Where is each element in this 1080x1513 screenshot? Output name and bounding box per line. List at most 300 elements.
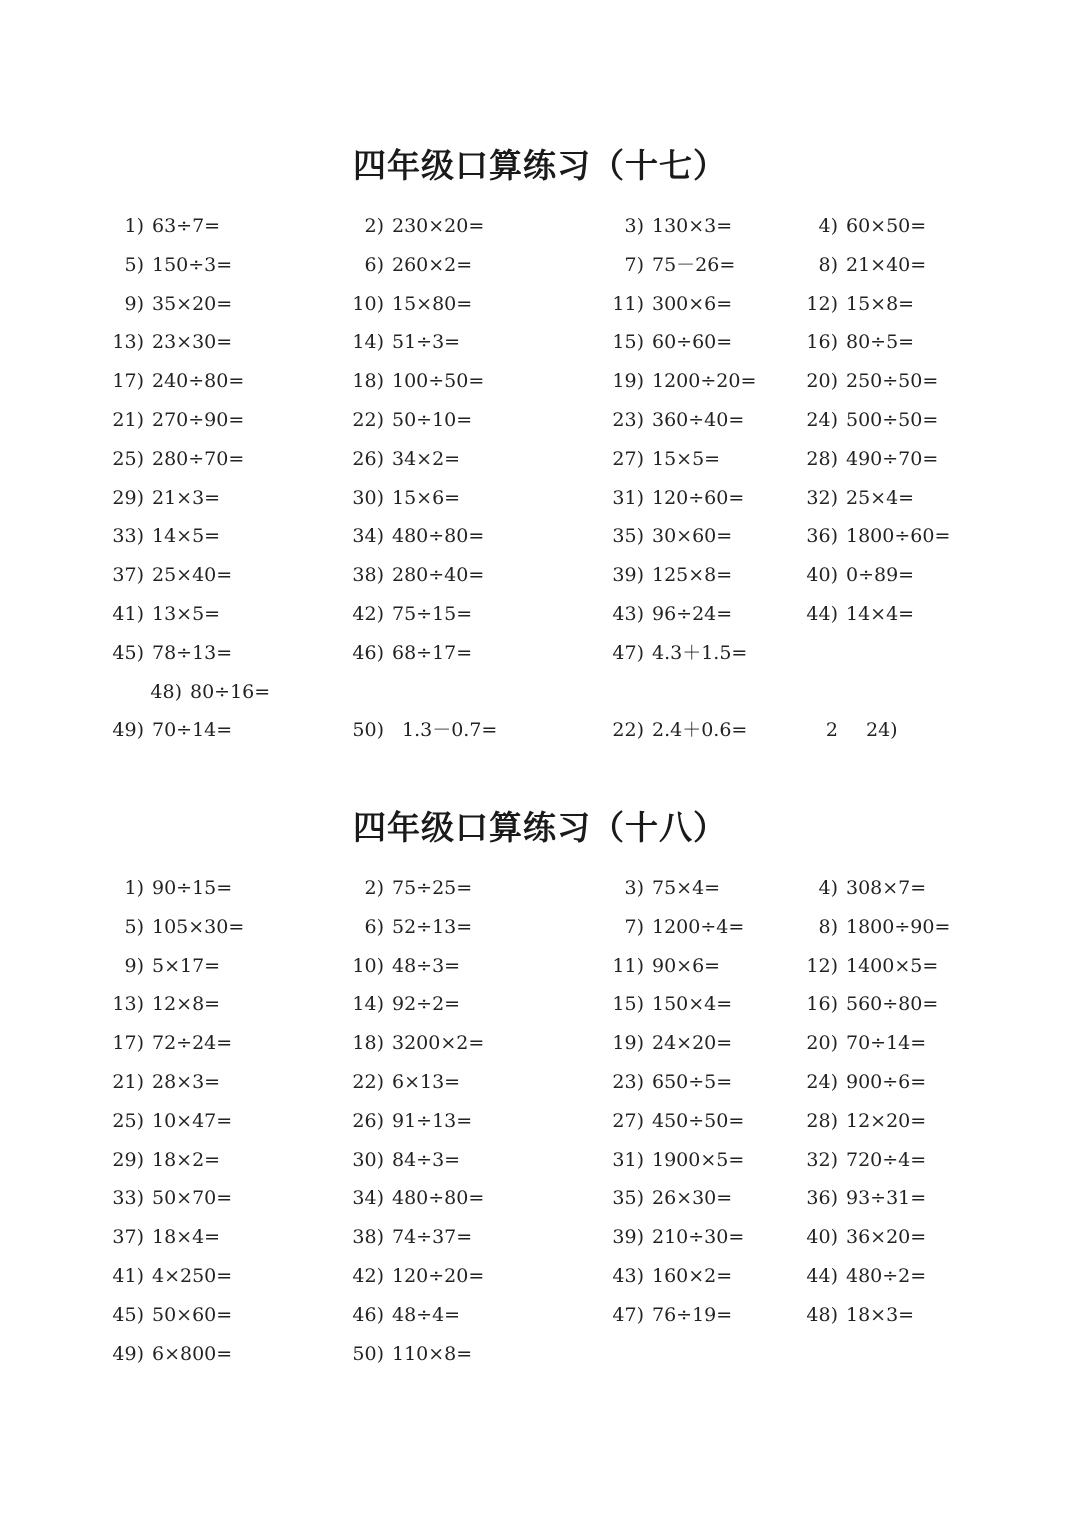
problem-expression: 280÷40=: [392, 564, 485, 586]
problem-expression: 23×30=: [152, 331, 233, 353]
problem-number: 44): [806, 1265, 838, 1287]
problem-row: [0, 289, 1080, 319]
problem-number: 49): [112, 1343, 144, 1365]
problem-number: 48): [150, 681, 182, 703]
problem-row: [0, 1106, 1080, 1136]
problem-expression: 12×8=: [152, 993, 221, 1015]
problem: [804, 1261, 926, 1291]
problem-expression: 96÷24=: [652, 603, 733, 625]
problem: [110, 1106, 232, 1136]
problem: [804, 521, 950, 551]
problem-expression: 24×20=: [652, 1032, 733, 1054]
problem-number: 31): [612, 487, 644, 509]
problem-number: 43): [612, 603, 644, 625]
problem-expression: 900÷6=: [846, 1071, 927, 1093]
problem-number: 29): [112, 1149, 144, 1171]
problem-number: 31): [612, 1149, 644, 1171]
problem-number: 42): [352, 603, 384, 625]
problem: [804, 405, 938, 435]
problem: [610, 715, 747, 745]
problem-expression: 18×4=: [152, 1226, 221, 1248]
problem-expression: 280÷70=: [152, 448, 245, 470]
problem: [350, 1222, 472, 1252]
problem: [610, 483, 744, 513]
problem: [350, 1067, 460, 1097]
problem-row: [0, 1339, 1080, 1369]
problem-expression: 75×4=: [652, 877, 721, 899]
problem-expression: 21×3=: [152, 487, 221, 509]
problem-expression: 75－26=: [652, 254, 736, 276]
problem-expression: 250÷50=: [846, 370, 939, 392]
problem: [110, 250, 232, 280]
problem-number: 47): [612, 1304, 644, 1326]
problem-expression: 76÷19=: [652, 1304, 733, 1326]
problem: [350, 638, 472, 668]
problem: [610, 521, 732, 551]
problem-number: 39): [612, 564, 644, 586]
problem: [110, 1222, 220, 1252]
problem-row: [0, 912, 1080, 942]
problem-expression: 90×6=: [652, 955, 721, 977]
problem-number: 24): [806, 1071, 838, 1093]
problem: [350, 250, 472, 280]
problem: [610, 951, 720, 981]
problem-expression: 15×80=: [392, 293, 473, 315]
problem: [110, 483, 220, 513]
problem: [804, 483, 914, 513]
problem-number: 11): [612, 293, 644, 315]
problem-number: 28): [806, 448, 838, 470]
problem-expression: 2.4＋0.6=: [652, 719, 748, 741]
problem: [110, 1183, 232, 1213]
problem-number: 19): [612, 1032, 644, 1054]
problem: [610, 912, 744, 942]
problem-expression: 270÷90=: [152, 409, 245, 431]
problem: [110, 405, 244, 435]
problem: [610, 1067, 732, 1097]
problem: [610, 873, 720, 903]
problem-expression: 150÷3=: [152, 254, 233, 276]
problem-expression: 93÷31=: [846, 1187, 927, 1209]
problem-number: 26): [352, 448, 384, 470]
problem: [610, 444, 720, 474]
worksheet-title: 四年级口算练习（十八）: [353, 808, 727, 847]
problem-expression: 1200÷20=: [652, 370, 757, 392]
problem-number: 46): [352, 642, 384, 664]
problem-number: 2): [364, 877, 384, 899]
problem-expression: 0÷89=: [846, 564, 915, 586]
problem-number: 35): [612, 525, 644, 547]
problem-expression: 4×250=: [152, 1265, 233, 1287]
problem: [350, 483, 460, 513]
problem-number: 10): [352, 955, 384, 977]
problem: [804, 715, 898, 745]
problem-expression: 490÷70=: [846, 448, 939, 470]
problem-expression: 230×20=: [392, 215, 485, 237]
problem-number: 18): [352, 370, 384, 392]
problem-number: 13): [112, 993, 144, 1015]
problem-row: [0, 715, 1080, 745]
problem: [610, 599, 732, 629]
problem-number: 9): [124, 955, 144, 977]
problem-expression: 50×70=: [152, 1187, 233, 1209]
problem-number: 11): [612, 955, 644, 977]
problem-expression: 51÷3=: [392, 331, 461, 353]
problem-number: 17): [112, 1032, 144, 1054]
problem-expression: 36×20=: [846, 1226, 927, 1248]
problem-row: [0, 366, 1080, 396]
problem-number: 38): [352, 564, 384, 586]
problem: [610, 1183, 732, 1213]
problem-number: 6): [364, 254, 384, 276]
problem: [350, 1145, 460, 1175]
problem-number: 21): [112, 409, 144, 431]
problem: [350, 599, 472, 629]
problem: [350, 873, 472, 903]
problem-number: 45): [112, 642, 144, 664]
problem-number: 22): [352, 409, 384, 431]
problem-number: 10): [352, 293, 384, 315]
problem-expression: 15×8=: [846, 293, 915, 315]
problem-expression: 100÷50=: [392, 370, 485, 392]
problem-number: 17): [112, 370, 144, 392]
problem-expression: 480÷80=: [392, 525, 485, 547]
problem-expression: 50÷10=: [392, 409, 473, 431]
problem-expression: 6×13=: [392, 1071, 461, 1093]
problem-expression: 130×3=: [652, 215, 733, 237]
problem-number: 4): [818, 215, 838, 237]
problem: [804, 951, 938, 981]
problem-expression: 480÷80=: [392, 1187, 485, 1209]
problem-expression: 240÷80=: [152, 370, 245, 392]
problem: [110, 211, 220, 241]
problem: [110, 599, 220, 629]
problem: [610, 1261, 732, 1291]
problem-expression: 70÷14=: [152, 719, 233, 741]
problem-number: 28): [806, 1110, 838, 1132]
problem: [110, 1339, 232, 1369]
problem: [350, 1339, 472, 1369]
problem: [350, 951, 460, 981]
problem: [804, 1067, 926, 1097]
problem-expression: 52÷13=: [392, 916, 473, 938]
problem-number: 46): [352, 1304, 384, 1326]
problem-expression: 450÷50=: [652, 1110, 745, 1132]
problem: [350, 1183, 484, 1213]
problem-number: 4): [818, 877, 838, 899]
problem-number: 50): [352, 719, 384, 741]
problem-expression: 78÷13=: [152, 642, 233, 664]
problem-row: [0, 873, 1080, 903]
problem-expression: 34×2=: [392, 448, 461, 470]
problem-row: [0, 444, 1080, 474]
problem-expression: 74÷37=: [392, 1226, 473, 1248]
problem-expression: 35×20=: [152, 293, 233, 315]
problem-expression: 75÷15=: [392, 603, 473, 625]
problem: [804, 912, 950, 942]
problem: [350, 1261, 484, 1291]
problem: [610, 405, 744, 435]
problem-row: [0, 989, 1080, 1019]
problem-number: 47): [612, 642, 644, 664]
problem: [350, 405, 472, 435]
problem: [610, 1145, 744, 1175]
problem: [110, 1067, 220, 1097]
problem-row: [0, 599, 1080, 629]
problem: [350, 1106, 472, 1136]
problem-number: 29): [112, 487, 144, 509]
problem-number: 33): [112, 1187, 144, 1209]
problem-number: 22): [352, 1071, 384, 1093]
problem: [350, 366, 484, 396]
problem-number: 1): [124, 215, 144, 237]
problem-expression: 21×40=: [846, 254, 927, 276]
problem-expression: 70÷14=: [846, 1032, 927, 1054]
problem-number: 20): [806, 370, 838, 392]
problem-number: 5): [124, 254, 144, 276]
problem-number: 8): [818, 916, 838, 938]
problem-number: 42): [352, 1265, 384, 1287]
problem-expression: 13×5=: [152, 603, 221, 625]
problem: [610, 250, 735, 280]
problem-expression: 18×2=: [152, 1149, 221, 1171]
problem-expression: 24): [866, 719, 898, 741]
problem-row: [0, 211, 1080, 241]
problem-expression: 260×2=: [392, 254, 473, 276]
problem-expression: 15×6=: [392, 487, 461, 509]
problem: [610, 1106, 744, 1136]
problem-number: 30): [352, 487, 384, 509]
problem-expression: 1800÷60=: [846, 525, 951, 547]
problem-number: 32): [806, 1149, 838, 1171]
problem: [350, 327, 460, 357]
problem: [350, 444, 460, 474]
problem-row: [0, 327, 1080, 357]
worksheet-title: 四年级口算练习（十七）: [353, 146, 727, 185]
problem-row: [0, 1145, 1080, 1175]
problem-expression: 91÷13=: [392, 1110, 473, 1132]
problem: [804, 327, 914, 357]
problem-expression: 300×6=: [652, 293, 733, 315]
problem-expression: 1400×5=: [846, 955, 939, 977]
problem: [804, 1300, 914, 1330]
problem: [610, 560, 732, 590]
problem-number: 6): [364, 916, 384, 938]
problem-row: [0, 951, 1080, 981]
problem-number: 30): [352, 1149, 384, 1171]
problem-number: 14): [352, 331, 384, 353]
problem: [804, 444, 938, 474]
problem-expression: 105×30=: [152, 916, 245, 938]
problem-expression: 720÷4=: [846, 1149, 927, 1171]
problem-expression: 1800÷90=: [846, 916, 951, 938]
problem-row: [0, 405, 1080, 435]
problem-number: 3): [624, 215, 644, 237]
problem-number: 16): [806, 331, 838, 353]
problem-expression: 26×30=: [652, 1187, 733, 1209]
problem: [148, 677, 270, 707]
problem-number: 41): [112, 603, 144, 625]
problem: [804, 599, 914, 629]
problem-number: 39): [612, 1226, 644, 1248]
problem: [110, 366, 244, 396]
problem: [804, 1106, 926, 1136]
problem-number: 7): [624, 916, 644, 938]
problem: [610, 1028, 732, 1058]
problem-expression: 75÷25=: [392, 877, 473, 899]
problem-number: 9): [124, 293, 144, 315]
problem-row: [0, 483, 1080, 513]
problem-row: [0, 1261, 1080, 1291]
problem-number: 41): [112, 1265, 144, 1287]
problem: [804, 1028, 926, 1058]
problem-number: 13): [112, 331, 144, 353]
problem-expression: 80÷16=: [190, 681, 271, 703]
problem-expression: 150×4=: [652, 993, 733, 1015]
problem-expression: 80÷5=: [846, 331, 915, 353]
problem-expression: 120÷60=: [652, 487, 745, 509]
problem-number: 24): [806, 409, 838, 431]
problem-number: 36): [806, 1187, 838, 1209]
problem: [110, 327, 232, 357]
problem-number: 49): [112, 719, 144, 741]
problem-expression: 110×8=: [392, 1343, 473, 1365]
problem: [804, 366, 938, 396]
problem-expression: 72÷24=: [152, 1032, 233, 1054]
problem: [804, 250, 926, 280]
problem-expression: 63÷7=: [152, 215, 221, 237]
problem-number: 40): [806, 564, 838, 586]
problem-expression: 50×60=: [152, 1304, 233, 1326]
problem: [110, 1145, 220, 1175]
problem-expression: 25×4=: [846, 487, 915, 509]
problem-expression: 68÷17=: [392, 642, 473, 664]
problem: [110, 1300, 232, 1330]
problem-number: 34): [352, 525, 384, 547]
problem-number: 25): [112, 1110, 144, 1132]
problem-number: 12): [806, 293, 838, 315]
problem-expression: 90÷15=: [152, 877, 233, 899]
problem-number: 40): [806, 1226, 838, 1248]
problem-expression: 3200×2=: [392, 1032, 485, 1054]
problem: [804, 289, 914, 319]
problem: [110, 289, 232, 319]
problem-expression: 210÷30=: [652, 1226, 745, 1248]
problem-expression: 1200÷4=: [652, 916, 745, 938]
problem-expression: 30×60=: [652, 525, 733, 547]
problem-number: 8): [818, 254, 838, 276]
problem-number: 45): [112, 1304, 144, 1326]
problem-expression: 48÷4=: [392, 1304, 461, 1326]
problem-number: 21): [112, 1071, 144, 1093]
problem: [804, 560, 914, 590]
problem-number: 25): [112, 448, 144, 470]
problem-number: 27): [612, 1110, 644, 1132]
problem-number: 34): [352, 1187, 384, 1209]
problem-row: [0, 677, 1080, 707]
problem-number: 1): [124, 877, 144, 899]
problem-number: 5): [124, 916, 144, 938]
problem: [804, 873, 926, 903]
problem: [804, 1183, 926, 1213]
problem-expression: 14×5=: [152, 525, 221, 547]
problem: [804, 211, 926, 241]
problem-row: [0, 1028, 1080, 1058]
problem-expression: 25×40=: [152, 564, 233, 586]
problem-number: 33): [112, 525, 144, 547]
problem-number: 48): [806, 1304, 838, 1326]
problem-number: 38): [352, 1226, 384, 1248]
problem-number: 20): [806, 1032, 838, 1054]
problem-number: 37): [112, 1226, 144, 1248]
problem: [350, 715, 497, 745]
problem-expression: 48÷3=: [392, 955, 461, 977]
problem: [350, 989, 460, 1019]
problem-number: 14): [352, 993, 384, 1015]
problem-number: 12): [806, 955, 838, 977]
problem-number: 27): [612, 448, 644, 470]
problem: [350, 1300, 460, 1330]
problem-number: 16): [806, 993, 838, 1015]
problem-number: 7): [624, 254, 644, 276]
problem-expression: 120÷20=: [392, 1265, 485, 1287]
problem-row: [0, 638, 1080, 668]
problem-expression: 15×5=: [652, 448, 721, 470]
problem-number: 44): [806, 603, 838, 625]
problem: [610, 366, 756, 396]
problem: [110, 521, 220, 551]
problem: [610, 211, 732, 241]
problem: [610, 989, 732, 1019]
problem-expression: 560÷80=: [846, 993, 939, 1015]
problem-expression: 18×3=: [846, 1304, 915, 1326]
problem: [804, 1222, 926, 1252]
problem: [610, 638, 747, 668]
problem-expression: 60×50=: [846, 215, 927, 237]
problem-number: 32): [806, 487, 838, 509]
problem: [110, 444, 244, 474]
problem-number: 43): [612, 1265, 644, 1287]
problem-expression: 12×20=: [846, 1110, 927, 1132]
problem-expression: 1.3－0.7=: [402, 719, 498, 741]
problem-number: 19): [612, 370, 644, 392]
problem-row: [0, 1222, 1080, 1252]
problem-number: 23): [612, 409, 644, 431]
problem-row: [0, 521, 1080, 551]
problem-expression: 92÷2=: [392, 993, 461, 1015]
problem-row: [0, 1300, 1080, 1330]
problem: [110, 638, 232, 668]
problem: [610, 327, 732, 357]
problem: [350, 289, 472, 319]
problem-expression: 650÷5=: [652, 1071, 733, 1093]
problem-number: 15): [612, 993, 644, 1015]
problem-expression: 84÷3=: [392, 1149, 461, 1171]
problem-row: [0, 1183, 1080, 1213]
problem-expression: 14×4=: [846, 603, 915, 625]
problem-number: 37): [112, 564, 144, 586]
problem: [110, 560, 232, 590]
problem-expression: 160×2=: [652, 1265, 733, 1287]
problem-number: 2: [825, 719, 838, 741]
problem: [610, 1222, 744, 1252]
problem: [110, 951, 220, 981]
problem-expression: 5×17=: [152, 955, 221, 977]
problem-number: 3): [624, 877, 644, 899]
problem-number: 50): [352, 1343, 384, 1365]
problem: [804, 989, 938, 1019]
problem: [110, 912, 244, 942]
